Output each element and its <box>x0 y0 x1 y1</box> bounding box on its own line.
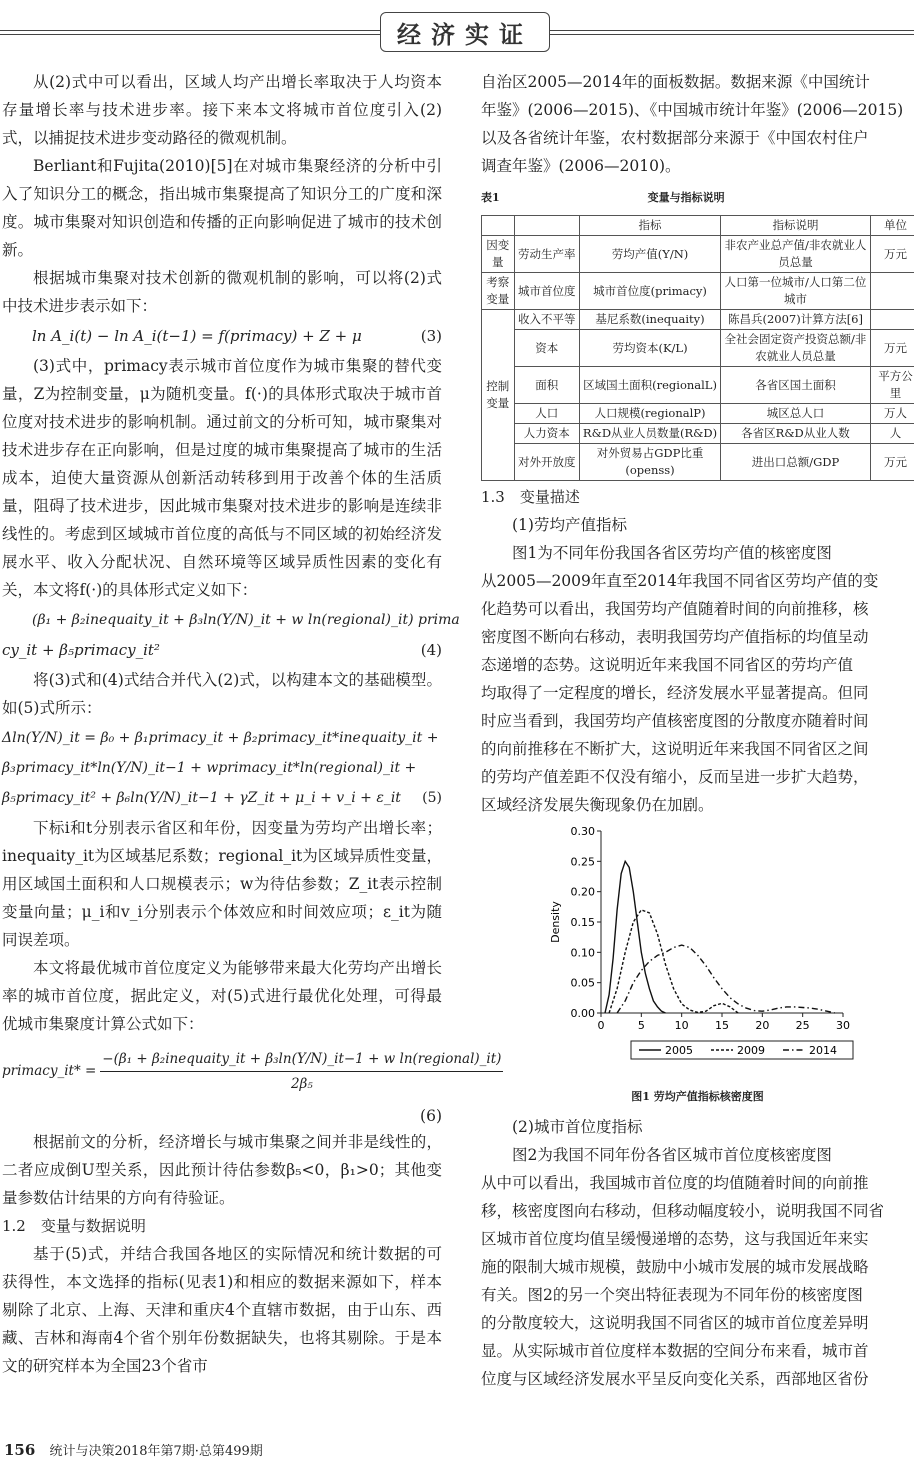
paragraph-line: 自治区2005—2014年的面板数据。数据来源《中国统计 <box>481 73 870 91</box>
table-cell: 人 <box>870 424 914 444</box>
table-cell: 区域国土面积(regionalL) <box>580 367 721 404</box>
paragraph: 下标i和t分别表示省区和年份，因变量为劳均产出增长率；inequaity_it为区域基尼系数；regional_it为区域异质性变量，用区域国土面积和人口规模表示；w为待估参数；Z_it表示控制变量向量；μ_i和v_i分别表示个体效应和时间效应项；ε_it为随同误差项。 <box>2 819 442 949</box>
table-cell: 基尼系数(inequaity) <box>580 310 721 330</box>
equation-4a <box>32 606 460 634</box>
x-tick-label: 10 <box>674 1019 689 1032</box>
table-cell: 万人 <box>870 404 914 424</box>
legend-label-2005: 2005 <box>665 1044 693 1057</box>
table-cell: 万元 <box>870 236 914 273</box>
subsection-heading: (1)劳均产值指标 <box>512 516 627 534</box>
table-cell: 城市首位度 <box>514 273 580 310</box>
paragraph-line: 施的限制大城市规模，鼓励中小城市发展的城市发展战略 <box>481 1258 869 1276</box>
figure-caption: 图1 劳均产值指标核密度图 <box>631 1090 764 1103</box>
table-row <box>482 310 914 330</box>
fraction-denominator: 2β₅ <box>290 1075 313 1092</box>
paragraph: 从(2)式中可以看出，区域人均产出增长率取决于人均资本存量增长率与技术进步率。接下来本文将城市首位度引入(2)式，以捕捉技术进步变动路径的微观机制。 <box>2 73 442 147</box>
y-axis-label: Density <box>549 901 562 943</box>
page-number: 156 <box>4 1441 36 1459</box>
table-row <box>482 330 914 367</box>
table-label: 表1 <box>481 191 500 204</box>
table-cell: 人力资本 <box>514 424 580 444</box>
table-cell: 劳动生产率 <box>514 236 580 273</box>
right-column <box>481 68 914 1393</box>
table-cell: 因变量 <box>482 236 515 273</box>
paragraph-line: 密度图不断向右移动，表明我国劳均产值指标的均值呈动 <box>481 628 869 646</box>
table-header-row <box>482 216 914 236</box>
paragraph-line: 有关。图2的另一个突出特征表现为不同年份的核密度图 <box>481 1286 863 1304</box>
equation-body: Δln(Y/N)_it = β₀ + β₁primacy_it + β₂primacy_it*inequaity_it + <box>2 730 439 746</box>
table-cell: 城区总人口 <box>720 404 870 424</box>
equation-lhs: primacy_it* = <box>2 1063 97 1079</box>
y-tick-label: 0.15 <box>570 916 595 929</box>
table-cell: 对外开放度 <box>514 444 580 481</box>
table-header-cell: 单位 <box>870 216 914 236</box>
paragraph-line: 的劳均产值差距不仅没有缩小，反而呈进一步扩大趋势， <box>481 768 869 786</box>
equation-body: (β₁ + β₂inequaity_it + β₃ln(Y/N)_it + w ln(regional)_it) prima <box>32 612 460 628</box>
table-row <box>482 404 914 424</box>
paragraph: (3)式中，primacy表示城市首位度作为城市集聚的替代变量，Z为控制变量，μ为随机变量。f(·)的具体形式取决于城市首位度对技术进步的影响机制。通过前文的分析可知，城市聚集对技术进步存在正向影响，但是过度的城市集聚提高了城市的生活成本，迫使大量资源从创新活动转移到用于改善个体的生活质量，阻碍了技术进步，因此城市集聚对技术进步的影响是连续非线性的。考虑到区域城市首位度的高低与不同区域的初始经济发展水平、收入分配状况、自然环境等区域异质性因素的变化有关，本文将f(·)的具体形式定义如下： <box>2 357 442 599</box>
paragraph-line: 年鉴》(2006—2015)、《中国城市统计年鉴》(2006—2015) <box>481 101 904 119</box>
paragraph: 根据前文的分析，经济增长与城市集聚之间并非是线性的，二者应成倒U型关系，因此预计待估参数β₅<0，β₁>0；其他变量参数估计结果的方向有待验证。 <box>2 1133 442 1207</box>
table-header-cell: 指标 <box>580 216 721 236</box>
paragraph-line: 从中可以看出，我国城市首位度的均值随着时间的向前推 <box>481 1174 869 1192</box>
section-heading: 1.3 变量描述 <box>481 488 580 506</box>
table-cell: 考察变量 <box>482 273 515 310</box>
table-title: 变量与指标说明 <box>647 191 725 204</box>
table-cell: 资本 <box>514 330 580 367</box>
kde-chart <box>481 819 914 1081</box>
table-row <box>482 444 914 481</box>
x-tick-label: 25 <box>795 1019 810 1032</box>
paragraph-line: 图1为不同年份我国各省区劳均产值的核密度图 <box>512 544 832 562</box>
equation-5c <box>2 784 442 812</box>
paragraph-line: 的向前推移在不断扩大，这说明近年来我国不同省区之间 <box>481 740 869 758</box>
paragraph-line: 化趋势可以看出，我国劳均产值随着时间的向前推移，核 <box>481 600 869 618</box>
equation-5a <box>2 724 442 752</box>
table-cell: 万元 <box>870 330 914 367</box>
x-tick-label: 15 <box>715 1019 729 1032</box>
table-cell: 陈昌兵(2007)计算方法[6] <box>720 310 870 330</box>
equation-4b <box>2 636 442 664</box>
paragraph-line: 图2为我国不同年份各省区城市首位度核密度图 <box>512 1146 832 1164</box>
fraction-numerator: −(β₁ + β₂inequaity_it + β₃ln(Y/N)_it−1 + w ln(regional)_it) <box>100 1047 503 1072</box>
paragraph-line: 区城市首位度均值呈缓慢递增的态势，这与我国近年来实 <box>481 1230 869 1248</box>
table-cell: 非农产业总产值/非农就业人员总量 <box>720 236 870 273</box>
paragraph: Berliant和Fujita(2010)[5]在对城市集聚经济的分析中引入了知识分工的概念，指出城市集聚提高了知识分工的广度和深度。城市集聚对知识创造和传播的正向影响促进了城市的技术创新。 <box>2 157 442 259</box>
paragraph-line: 调查年鉴》(2006—2010)。 <box>481 157 681 175</box>
section-header <box>380 12 550 52</box>
table-row <box>482 424 914 444</box>
section-title: 经济实证 <box>397 19 533 49</box>
y-tick-label: 0.00 <box>570 1007 595 1020</box>
table-cell <box>870 273 914 310</box>
x-tick-label: 0 <box>597 1019 605 1032</box>
y-tick-label: 0.30 <box>570 825 595 838</box>
table-cell: 人口 <box>514 404 580 424</box>
series-line-2009 <box>609 910 738 1013</box>
paragraph-line: 均取得了一定程度的增长，经济发展水平显著提高。但同 <box>481 684 869 702</box>
table-cell: 各省区国土面积 <box>720 367 870 404</box>
equation-6 <box>2 1040 502 1102</box>
y-tick-label: 0.20 <box>570 885 595 899</box>
x-tick-label: 20 <box>755 1019 770 1032</box>
paragraph-line: 位度与区域经济发展水平呈反向变化关系，西部地区省份 <box>481 1370 869 1388</box>
equation-6-number-row <box>2 1104 442 1128</box>
table-cell: 全社会固定资产投资总额/非农就业人员总量 <box>720 330 870 367</box>
paragraph: 本文将最优城市首位度定义为能够带来最大化劳均产出增长率的城市首位度，据此定义，对(5)式进行最优化处理，可得最优城市集聚度计算公式如下： <box>2 959 442 1033</box>
paragraph-line: 时应当看到，我国劳均产值核密度图的分散度亦随着时间 <box>481 712 869 730</box>
table-cell: R&D从业人员数量(R&D) <box>580 424 721 444</box>
table-cell: 各省区R&D从业人数 <box>720 424 870 444</box>
equation-number: (5) <box>422 790 442 806</box>
x-tick-label: 5 <box>637 1019 645 1032</box>
table-cell: 收入不平等 <box>514 310 580 330</box>
series-line-2005 <box>605 861 666 1013</box>
table-caption <box>481 184 914 212</box>
table-row <box>482 236 914 273</box>
y-tick-label: 0.10 <box>570 946 595 960</box>
table-header-cell <box>482 216 515 236</box>
y-tick-label: 0.25 <box>570 855 595 869</box>
table-cell: 面积 <box>514 367 580 404</box>
table-cell: 劳均资本(K/L) <box>580 330 721 367</box>
table-header-cell: 指标说明 <box>720 216 870 236</box>
equation-fraction <box>100 1047 503 1096</box>
y-tick-label: 0.05 <box>570 976 595 990</box>
variable-table <box>481 215 914 481</box>
paragraph: 根据城市集聚对技术创新的微观机制的影响，可以将(2)式中技术进步表示如下： <box>2 269 442 315</box>
table-cell: 万元 <box>870 444 914 481</box>
series-line-2014 <box>617 945 835 1013</box>
equation-body: ln A_i(t) − ln A_i(t−1) = f(primacy) + Z + μ <box>32 327 362 345</box>
paragraph-line: 区域经济发展失衡现象仍在加剧。 <box>481 796 714 814</box>
table-row <box>482 273 914 310</box>
journal-info: 统计与决策2018年第7期·总第499期 <box>49 1444 263 1459</box>
table-cell: 平方公里 <box>870 367 914 404</box>
table-cell: 控制变量 <box>482 310 515 481</box>
table-cell <box>870 310 914 330</box>
legend-label-2009: 2009 <box>737 1044 765 1057</box>
section-heading: 1.2 变量与数据说明 <box>2 1217 146 1235</box>
paragraph: 基于(5)式，并结合我国各地区的实际情况和统计数据的可获得性，本文选择的指标(见表1)和相应的数据来源如下，样本剔除了北京、上海、天津和重庆4个直辖市数据，由于山东、西藏、吉林和海南4个省个别年份数据缺失，也将其剔除。于是本文的研究样本为全国23个省市 <box>2 1245 442 1375</box>
table-cell: 劳均产值(Y/N) <box>580 236 721 273</box>
x-tick-label: 30 <box>836 1019 850 1032</box>
equation-number: (6) <box>420 1107 442 1125</box>
table-row <box>482 367 914 404</box>
equation-number: (3) <box>420 327 442 345</box>
equation-body: β₅primacy_it² + β₆ln(Y/N)_it−1 + γZ_it + μ_i + v_i + ε_it <box>2 790 401 806</box>
page-footer <box>4 1440 263 1459</box>
table-cell: 对外贸易占GDP比重(openss) <box>580 444 721 481</box>
paragraph-line: 以及各省统计年鉴，农村数据部分来源于《中国农村住户 <box>481 129 869 147</box>
equation-5b <box>2 754 442 782</box>
paragraph-line: 移，核密度图向右移动，但移动幅度较小，说明我国不同省 <box>481 1202 885 1220</box>
table-cell: 城市首位度(primacy) <box>580 273 721 310</box>
subsection-heading: (2)城市首位度指标 <box>512 1118 643 1136</box>
table-cell: 进出口总额/GDP <box>720 444 870 481</box>
equation-number: (4) <box>420 641 442 659</box>
paragraph: 将(3)式和(4)式结合并代入(2)式，以构建本文的基础模型。如(5)式所示： <box>2 671 442 717</box>
paragraph-line: 的分散度较大，这说明我国不同省区的城市首位度差异明 <box>481 1314 869 1332</box>
table-cell: 人口规模(regionalP) <box>580 404 721 424</box>
paragraph-line: 显。从实际城市首位度样本数据的空间分布来看，城市首 <box>481 1342 869 1360</box>
equation-body: β₃primacy_it*ln(Y/N)_it−1 + wprimacy_it*ln(regional)_it + <box>2 760 417 776</box>
table-cell: 人口第一位城市/人口第二位城市 <box>720 273 870 310</box>
paragraph-line: 态递增的态势。这说明近年来我国不同省区的劳均产值 <box>481 656 854 674</box>
equation-3 <box>2 322 442 350</box>
table-header-cell <box>514 216 580 236</box>
legend-label-2014: 2014 <box>809 1044 837 1057</box>
paragraph-line: 从2005—2009年直至2014年我国不同省区劳均产值的变 <box>481 572 879 590</box>
figure-1 <box>481 819 914 1081</box>
equation-body: cy_it + β₅primacy_it² <box>2 641 160 659</box>
